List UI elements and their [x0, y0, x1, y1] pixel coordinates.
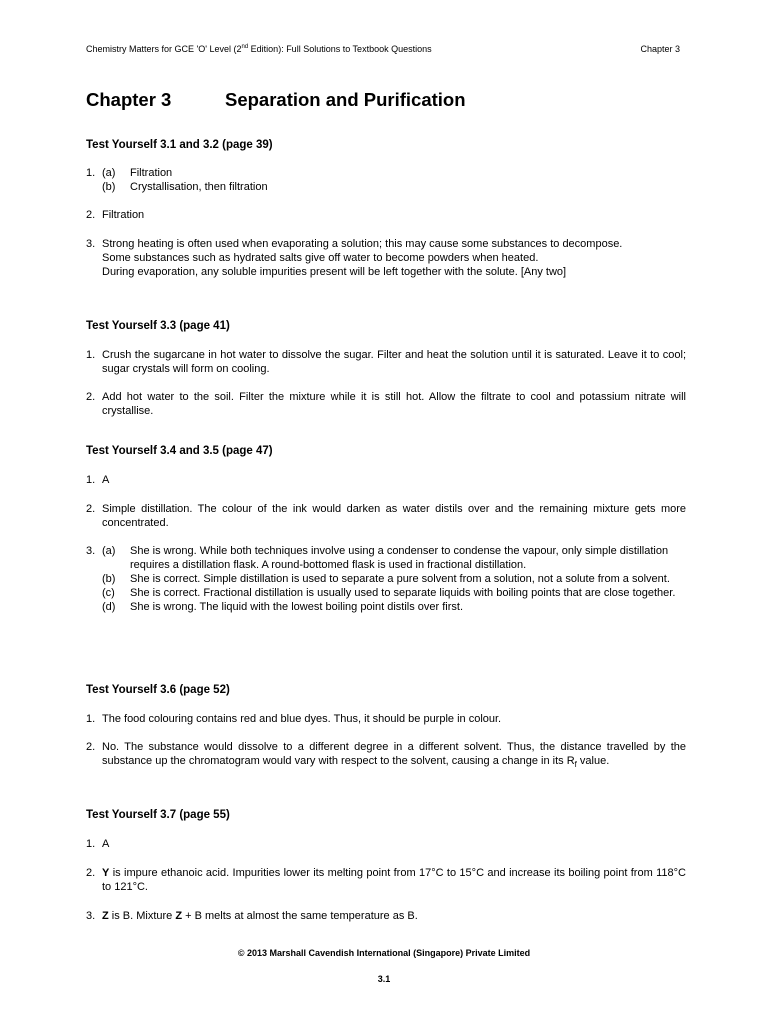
answer-item: 2. No. The substance would dissolve to a different degree in a different solvent. Thus, the distance travelled by the substance up the chromatogram would vary with respect to the solvent, causing a change in its $R_f$ value.	[86, 741, 686, 770]
answer-item: 3. Strong heating is often used when evaporating a solution; this may cause some substances to decompose. Some substances such as hydrated salts give off water to become powders when heated. During evaporation, any soluble impurities present will be left together with the solute. [Any two]	[86, 238, 623, 278]
section-heading: Test Yourself 3.4 and 3.5 (page 47)	[86, 445, 273, 457]
answer-item: 1. A	[86, 474, 110, 486]
section-heading: Test Yourself 3.1 and 3.2 (page 39)	[86, 139, 273, 151]
answer-item: 3. (a) She is wrong. While both techniques involve using a condenser to condense the vapour, only simple distillation requires a distillation flask. A round-bottomed flask is used in fractional distillation. (b) She is correct. Simple distillation is used to separate a pure solvent from a solution, not a solute from a solvent. (c) She is correct. Fractional distillation is usually used to separate liquids with boiling points that are close together. (d) She is wrong. The liquid with the lowest boiling point distils over first.	[86, 545, 676, 613]
answer-item: 3. Z is B. Mixture Z + B melts at almost the same temperature as B.	[86, 910, 418, 922]
answer-item: 2. Add hot water to the soil. Filter the mixture while it is still hot. Allow the filtrate to cool and potassium nitrate will crystallise.	[86, 391, 686, 417]
section-heading: Test Yourself 3.6 (page 52)	[86, 684, 230, 696]
copyright-footer: © 2013 Marshall Cavendish International (Singapore) Private Limited	[237, 948, 531, 958]
answer-item: 1. (a) Filtration (b) Crystallisation, then filtration	[86, 167, 268, 193]
chapter-number: Chapter 3	[86, 89, 172, 110]
chapter-name: Separation and Purification	[225, 89, 466, 110]
answer-item: 1. Crush the sugarcane in hot water to dissolve the sugar. Filter and heat the solution until it is saturated. Leave it to cool; sugar crystals will form on cooling.	[86, 349, 686, 375]
header-book-title: Chemistry Matters for GCE 'O' Level (2nd Edition): Full Solutions to Textbook Questions	[86, 44, 432, 54]
answer-item: 2. Simple distillation. The colour of the ink would darken as water distils over and the remaining mixture gets more concentrated.	[86, 503, 686, 529]
running-header	[86, 44, 680, 54]
section-heading: Test Yourself 3.7 (page 55)	[86, 809, 230, 821]
answer-item: 1. A	[86, 838, 110, 850]
header-chapter: Chapter 3	[640, 44, 680, 54]
page-number: 3.1	[377, 974, 391, 984]
answer-item: 2. Y is impure ethanoic acid. Impurities lower its melting point from 17°C to 15°C and increase its boiling point from 118°C to 121°C.	[86, 867, 686, 893]
section-heading: Test Yourself 3.3 (page 41)	[86, 320, 230, 332]
chapter-title	[86, 89, 466, 111]
answer-item: 2. Filtration	[86, 209, 145, 221]
answer-item: 1. The food colouring contains red and blue dyes. Thus, it should be purple in colour.	[86, 713, 502, 725]
